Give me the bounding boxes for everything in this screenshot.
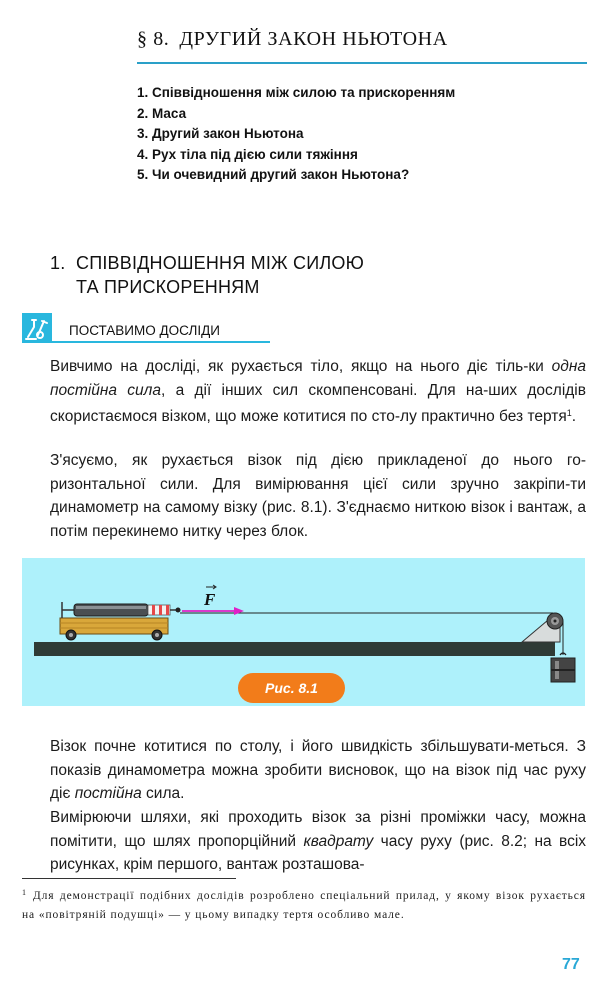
para-text: Візок почне котитися по столу, і його швидкість збільшувати-меться. З показів динамометра можна зробити висновок, що на візок під час руху діє (50, 738, 586, 803)
footnote (22, 884, 586, 924)
figure-caption: Рис. 8.1 (238, 673, 345, 703)
body-paragraph: З'ясуємо, як рухається візок під дією прикладеної до нього го-ризонтальної сили. Для вимірювання цієї сили зручно закріпи-ти динамометр на самому візку (рис. 8.1). З'єднаємо ниткою візок і вантаж, а потім перекинемо нитку через блок. (50, 452, 586, 540)
table-surface (34, 642, 555, 656)
para-emphasis: одна постійна сила (50, 358, 586, 399)
body-paragraph (50, 806, 586, 877)
experiment-flask-icon (22, 313, 52, 343)
toc-item: 5. Чи очевидний другий закон Ньютона? (137, 167, 410, 183)
para-text: Вимірюючи шляхи, які проходить візок за різні проміжки часу, можна помітити, що шлях пропорційний (50, 809, 586, 850)
subsection-number: 1. (50, 253, 66, 273)
dynamometer-icon (62, 604, 181, 616)
toc-item: 4. Рух тіла під дією сили тяжіння (137, 146, 358, 162)
weight-icon (551, 653, 575, 682)
experiments-label: ПОСТАВИМО ДОСЛІДИ (69, 323, 220, 338)
body-paragraph (50, 355, 586, 429)
section-title-text: ДРУГИЙ ЗАКОН НЬЮТОНА (179, 28, 448, 50)
toc-item: 1. Співвідношення між силою та прискоренням (137, 85, 456, 100)
force-label: F (204, 590, 216, 609)
para-text: . (571, 408, 577, 426)
para-text: сила. (141, 785, 185, 803)
para-emphasis: постійна (74, 785, 142, 803)
page-number: 77 (562, 956, 580, 973)
para-text: , а дії інших сил скомпенсовані. Для на-ших дослідів скористаємося візком, що може котитися по сто-лу практично без тертя (50, 381, 586, 426)
section-toc (137, 83, 455, 186)
footnote-mark: 1 (22, 888, 27, 897)
toc-item: 3. Другий закон Ньютона (137, 126, 304, 142)
subsection-title-line2: ТА ПРИСКОРЕННЯМ (76, 277, 260, 297)
body-paragraph (50, 735, 586, 806)
toc-item: 2. Маса (137, 105, 187, 121)
pulley-icon (547, 613, 563, 629)
para-emphasis: квадрату (303, 832, 374, 850)
footnote-reference[interactable]: 1 (566, 408, 572, 419)
footnote-text: Для демонстрації подібних дослідів розроблено спеціальний прилад, у якому візок рухається на «повітряній подушці» — у цьому випадку тертя особливо мале. (22, 890, 586, 921)
subsection-heading (50, 251, 450, 299)
subsection-title-line1: СПІВВІДНОШЕННЯ МІЖ СИЛОЮ (76, 253, 364, 273)
para-text: Вивчимо на досліді, як рухається тіло, якщо на нього діє тіль-ки (50, 358, 552, 375)
para-text: часу руху (рис. 8.2; на всіх рисунках, крім першого, вантаж розташова- (50, 832, 587, 874)
footnote-divider (22, 878, 236, 879)
section-number: § 8. (137, 28, 170, 50)
experiments-underline (52, 341, 270, 343)
section-title (137, 28, 587, 64)
